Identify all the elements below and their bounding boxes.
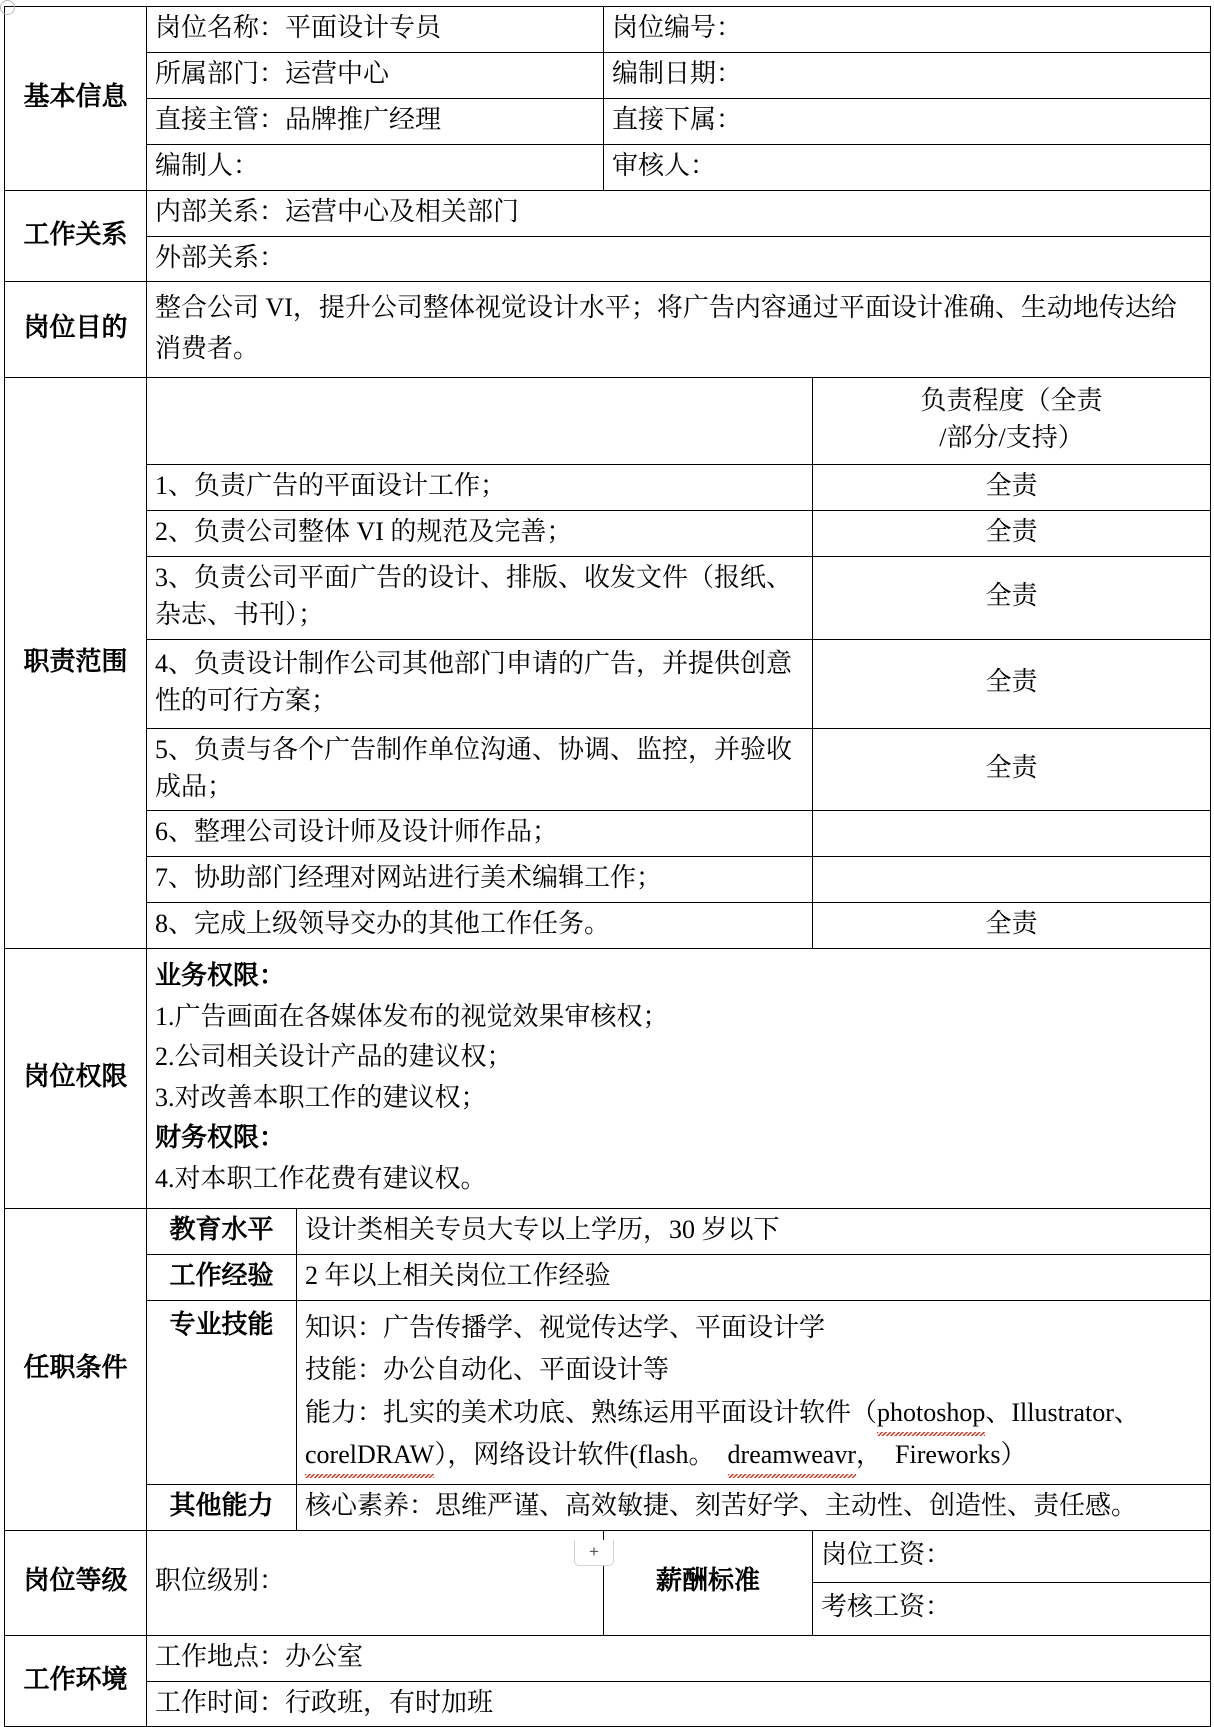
field-post-wage[interactable] <box>813 1530 1211 1583</box>
authority-finance-heading: 财务权限： <box>155 1123 286 1153</box>
field-position-level[interactable] <box>147 1530 604 1635</box>
qualification-value-experience[interactable]: 2 年以上相关岗位工作经验 <box>297 1255 1211 1301</box>
qualification-label-education: 教育水平 <box>147 1209 297 1255</box>
qualification-label-skills: 专业技能 <box>147 1301 297 1484</box>
table-row <box>5 190 1211 236</box>
field-work-hours-value: 行政班，有时加班 <box>285 1687 494 1717</box>
table-row <box>5 98 1211 144</box>
responsibility-degree[interactable]: 全责 <box>813 510 1211 556</box>
responsibility-degree[interactable]: 全责 <box>813 556 1211 639</box>
authority-business-heading: 业务权限： <box>155 961 286 991</box>
table-row <box>5 1635 1211 1681</box>
section-label-qualifications: 任职条件 <box>5 1209 147 1530</box>
field-reviewed-by[interactable] <box>604 144 1211 190</box>
document-page <box>0 6 1214 1717</box>
table-row <box>5 903 1211 949</box>
field-work-hours[interactable] <box>147 1681 1211 1727</box>
field-post-wage-text: 岗位工资： <box>821 1539 952 1569</box>
field-prepared-by-text: 编制人： <box>155 150 260 180</box>
section-label-work-relations: 工作关系 <box>5 190 147 282</box>
field-department-text: 所属部门： <box>155 58 286 88</box>
responsibility-degree[interactable] <box>813 811 1211 857</box>
field-job-purpose[interactable] <box>147 282 1211 378</box>
field-direct-reports-text: 直接下属： <box>612 104 743 134</box>
section-label-authority: 岗位权限 <box>5 949 147 1209</box>
section-label-basic-info: 基本信息 <box>5 7 147 191</box>
responsibilities-header-degree-line2: /部分/支持） <box>939 423 1084 453</box>
field-job-code[interactable] <box>604 7 1211 53</box>
table-row <box>5 949 1211 1209</box>
table-row <box>5 52 1211 98</box>
table-row <box>5 7 1211 53</box>
qualification-value-education[interactable]: 设计类相关专员大专以上学历，30 岁以下 <box>297 1209 1211 1255</box>
section-label-job-purpose: 岗位目的 <box>5 282 147 378</box>
responsibility-degree[interactable]: 全责 <box>813 903 1211 949</box>
field-internal-relations-value: 运营中心及相关部门 <box>285 196 520 226</box>
responsibilities-header-blank <box>147 378 813 465</box>
field-internal-relations-text: 内部关系： <box>155 196 286 226</box>
field-issue-date[interactable] <box>604 52 1211 98</box>
skills-ability-line <box>305 1392 1204 1476</box>
table-row <box>5 378 1211 465</box>
table-row <box>5 144 1211 190</box>
skills-ability-mid: ），网络设计软件(flash。 <box>434 1439 728 1469</box>
field-authority[interactable] <box>147 949 1211 1209</box>
responsibility-item[interactable]: 1、负责广告的平面设计工作； <box>147 465 813 511</box>
software-dreamweaver: dreamweavr <box>728 1434 856 1476</box>
field-job-title-text: 岗位名称： <box>155 13 286 42</box>
authority-business-item: 2.公司相关设计产品的建议权； <box>155 1042 513 1072</box>
field-work-location[interactable] <box>147 1635 1211 1681</box>
skills-ability-suffix: ， Fireworks） <box>856 1439 1027 1469</box>
section-label-work-environment: 工作环境 <box>5 1635 147 1727</box>
field-performance-wage[interactable] <box>813 1583 1211 1636</box>
table-row <box>5 465 1211 511</box>
field-work-hours-text: 工作时间： <box>155 1687 286 1717</box>
responsibilities-header-degree <box>813 378 1211 465</box>
responsibility-item[interactable]: 3、负责公司平面广告的设计、排版、收发文件（报纸、杂志、书刊）； <box>147 556 813 639</box>
field-salary-standard-label: 薪酬标准 <box>604 1530 813 1635</box>
field-job-code-text: 岗位编号： <box>612 13 743 42</box>
responsibility-item[interactable]: 4、负责设计制作公司其他部门申请的广告，并提供创意性的可行方案； <box>147 639 813 728</box>
responsibilities-header-degree-line1: 负责程度（全责 <box>920 386 1103 416</box>
section-label-job-grade: 岗位等级 <box>5 1530 147 1635</box>
skills-ability-sep: 、Illustrator、 <box>985 1397 1140 1427</box>
table-row <box>5 1681 1211 1727</box>
authority-business-item: 1.广告画面在各媒体发布的视觉效果审核权； <box>155 1001 669 1031</box>
field-prepared-by[interactable] <box>147 144 604 190</box>
table-row <box>5 1255 1211 1301</box>
table-row <box>5 1209 1211 1255</box>
field-work-location-text: 工作地点： <box>155 1641 286 1671</box>
field-department[interactable] <box>147 52 604 98</box>
add-row-button[interactable]: + <box>574 1540 614 1566</box>
field-external-relations-text: 外部关系： <box>155 242 286 272</box>
field-performance-wage-text: 考核工资： <box>821 1592 952 1622</box>
responsibility-degree[interactable]: 全责 <box>813 465 1211 511</box>
table-row <box>5 857 1211 903</box>
field-job-title[interactable] <box>147 7 604 53</box>
responsibility-item[interactable]: 5、负责与各个广告制作单位沟通、协调、监控，并验收成品； <box>147 728 813 811</box>
software-coreldraw: corelDRAW <box>305 1434 434 1476</box>
table-row <box>5 728 1211 811</box>
table-row <box>5 236 1211 282</box>
table-row <box>5 1484 1211 1530</box>
responsibility-degree[interactable] <box>813 857 1211 903</box>
field-issue-date-text: 编制日期： <box>612 58 743 88</box>
table-row <box>5 811 1211 857</box>
table-row <box>5 639 1211 728</box>
table-row <box>5 556 1211 639</box>
qualification-label-other: 其他能力 <box>147 1484 297 1530</box>
field-external-relations[interactable] <box>147 236 1211 282</box>
responsibility-degree[interactable]: 全责 <box>813 728 1211 811</box>
table-row <box>5 510 1211 556</box>
field-position-level-text: 职位级别： <box>155 1566 286 1596</box>
field-internal-relations[interactable] <box>147 190 1211 236</box>
qualification-value-other[interactable]: 核心素养：思维严谨、高效敏捷、刻苦好学、主动性、创造性、责任感。 <box>297 1484 1211 1530</box>
field-department-value: 运营中心 <box>285 58 390 88</box>
field-direct-supervisor-text: 直接主管： <box>155 104 286 134</box>
authority-business-item: 3.对改善本职工作的建议权； <box>155 1082 487 1112</box>
software-photoshop: photoshop <box>877 1392 985 1434</box>
authority-finance-item: 4.对本职工作花费有建议权。 <box>155 1163 487 1193</box>
field-work-location-value: 办公室 <box>285 1641 364 1671</box>
responsibility-degree[interactable]: 全责 <box>813 639 1211 728</box>
skills-ability-prefix: 能力：扎实的美术功底、熟练运用平面设计软件（ <box>305 1397 878 1427</box>
section-label-responsibilities: 职责范围 <box>5 378 147 949</box>
table-select-handle[interactable] <box>0 0 15 15</box>
responsibility-item[interactable]: 2、负责公司整体 VI 的规范及完善； <box>147 510 813 556</box>
qualification-label-experience: 工作经验 <box>147 1255 297 1301</box>
qualification-value-skills[interactable] <box>297 1301 1211 1484</box>
skills-knowledge-line: 知识：广告传播学、视觉传达学、平面设计学 <box>305 1313 826 1343</box>
table-row <box>5 282 1211 378</box>
job-purpose-text: 整合公司 VI，提升公司整体视觉设计水平；将广告内容通过平面设计准确、生动地传达给消费者。 <box>155 293 1177 363</box>
table-row <box>5 1301 1211 1484</box>
field-job-title-value: 平面设计专员 <box>285 13 442 42</box>
job-description-table <box>4 6 1211 1727</box>
field-direct-supervisor[interactable] <box>147 98 604 144</box>
responsibility-item[interactable]: 6、整理公司设计师及设计师作品； <box>147 811 813 857</box>
responsibility-item[interactable]: 8、完成上级领导交办的其他工作任务。 <box>147 903 813 949</box>
field-reviewed-by-text: 审核人： <box>612 150 717 180</box>
field-direct-supervisor-value: 品牌推广经理 <box>285 104 442 134</box>
skills-skill-line: 技能：办公自动化、平面设计等 <box>305 1355 670 1385</box>
field-direct-reports[interactable] <box>604 98 1211 144</box>
responsibility-item[interactable]: 7、协助部门经理对网站进行美术编辑工作； <box>147 857 813 903</box>
